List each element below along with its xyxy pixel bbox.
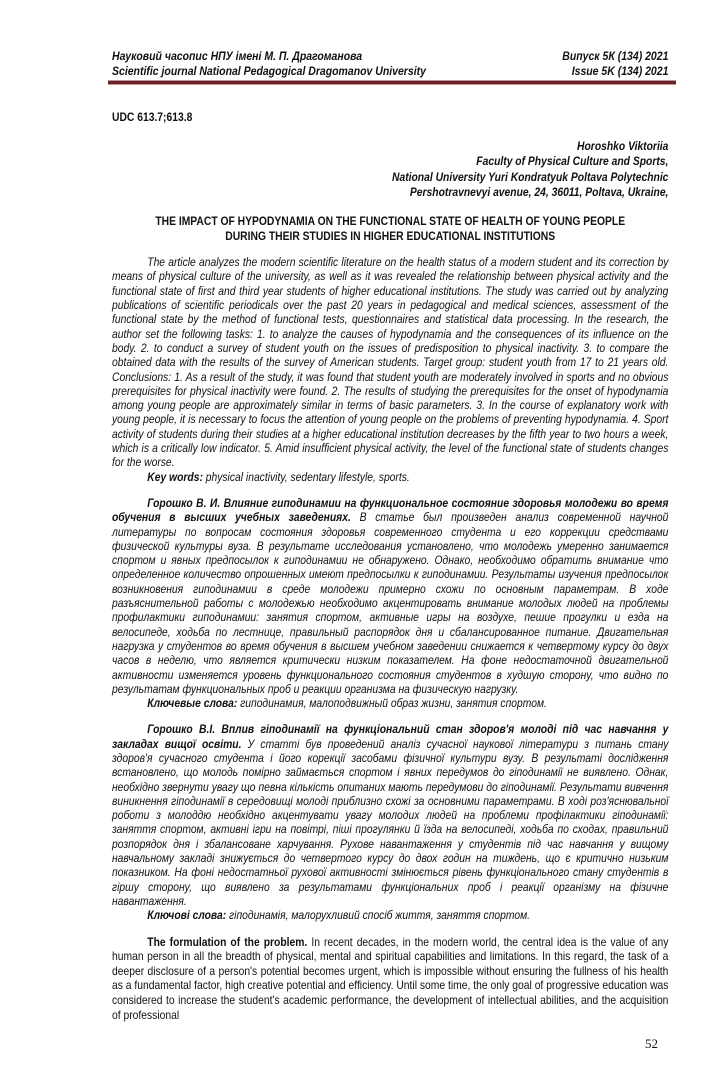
abstract-uk-text	[112, 722, 668, 908]
udc-block	[112, 110, 668, 125]
issue-uk: Випуск 5К (134) 2021	[562, 49, 669, 63]
journal-name-uk: Науковий часопис НПУ імені М. П. Драгоманова	[112, 49, 363, 63]
keywords-uk-label: Ключові слова:	[147, 908, 227, 923]
author-name: Horoshko Viktoriia	[577, 139, 669, 153]
abstract-uk-heading: Горошко В.І. Вплив гіподинамії на функціональний стан здоров'я молоді під час навчання у закладах вищої освіти.	[112, 722, 669, 751]
author-block	[112, 139, 668, 200]
issue-en: Issue 5K (134) 2021	[571, 64, 669, 78]
keywords-ru	[112, 696, 668, 710]
body-text: In recent decades, in the modern world, the central idea is the value of any human person in all the breadth of physical, mental and spiritual capabilities and limitations. In this regard, the task of a deeper disclosure of a person's potential becomes urgent, which is impossible without ensuring the fullness of his health as a fundamental factor, high creative potential and efficiency. Until some time, the only goal of progressive education was considered to increase the student's academic performance, the development of intellectual abilities, and the acquisition of professional	[112, 934, 669, 1022]
abstract-uk	[112, 722, 668, 922]
article-title: THE IMPACT OF HYPODYNAMIA ON THE FUNCTIONAL STATE OF HEALTH OF YOUNG PEOPLE DURING THEIR STUDIES IN HIGHER EDUCATIONAL INSTITUTIONS	[155, 214, 626, 243]
abstract-ru-text	[112, 496, 668, 696]
udc-code: UDC 613.7;613.8	[112, 110, 193, 124]
journal-name-en: Scientific journal National Pedagogical Dragomanov University	[112, 64, 426, 78]
author-university: National University Yuri Kondratyuk Poltava Polytechnic	[391, 169, 669, 184]
keywords-en-label: Key words:	[147, 469, 203, 484]
author-faculty: Faculty of Physical Culture and Sports,	[476, 154, 669, 169]
page-number: 52	[645, 1036, 658, 1052]
abstract-en	[112, 255, 668, 484]
abstract-uk-body: У статті був проведений аналіз сучасної наукової літератури з питань стану здоров'я сучасного студента і його корекції засобами фізичної культури вузу. В результаті дослідження встановлено, що молодь помірно займається спортом і явних передумов до гіподинамії не виявлено. Однак, необхідно звернути увагу що певна кількість опитаних мають передумови до гіподинамії. Результати вивчення виникнення гіподинамії в середовищі молоді приблизно схожі за основними параметрами. В ході роз'яснювальної роботи з молоддю необхідно акцентувати увагу молодих людей на проблеми профілактики гіподинамії: заняття спортом, активні ігри на повітрі, піші прогулянки й їзда на велосипеді, ходьба по сходах, правильний розпорядок дня і збалансоване харчування. Рухове навантаження у студентів під час навчання у вищому навчальному закладі знижується до четвертого курсу до двох годин на тиждень, що є критично низьким показником. На фоні недостатньої рухової активності змінюється рівень функціонального стану студентів в гіршу сторону, що виявлено за результатами функціональних проб і реакції організму на фізичне навантаження.	[112, 736, 669, 908]
abstract-ru-heading: Горошко В. И. Влияние гиподинамии на функциональное состояние здоровья молодежи во время обучения в высших учебных заведениях.	[112, 495, 669, 525]
keywords-ru-label: Ключевые слова:	[147, 696, 238, 711]
keywords-ru-values: гиподинамия, малоподвижный образ жизни, занятия спортом.	[237, 696, 547, 711]
page-content	[112, 0, 668, 1072]
author-address: Pershotravnevyi avenue, 24, 36011, Poltava, Ukraine,	[409, 184, 669, 199]
section-heading: The formulation of the problem.	[147, 934, 308, 949]
author-lines	[112, 139, 668, 200]
abstract-ru-body: В статье был произведен анализ современной научной литературы по вопросам состояния здоровья современного студента и его коррекции средствами физической культуры вуза. В результате исследования установлено, что молодежь умеренно занимается спортом и явных предпосылок к гиподинамии не обнаружено. Однако, необходимо обратить внимание что определенное количество опрошенных имеют предпосылки к гиподинамии. Результаты изучения предпосылок возникновения гиподинамии в среде молодежи примерно схожи по основным параметрам. В ходе разъяснительной работы с молодежью необходимо акцентировать внимание молодых людей на проблемы профилактики гиподинамии: занятия спортом, активные игры на воздухе, пешие прогулки и езда на велосипеде, ходьба по лестнице, правильный распорядок дня и сбалансированное питание. Двигательная нагрузка у студентов во время обучения в высшем учебном заведении снижается к четвертому курсу до двух часов в неделю, что является критически низким показателем. На фоне недостаточной двигательной активности изменяется уровень функционального состояния студентов в худшую сторону, что видно по результатам функциональных проб и реакции организма на физическую нагрузку.	[112, 510, 669, 696]
keywords-en-values: physical inactivity, sedentary lifestyle, sports.	[202, 469, 410, 484]
abstract-en-text: The article analyzes the modern scientific literature on the health status of a modern student and its correction by means of physical culture of the university, as well as it was revealed the relationship between physical activity and the functional state of first and third year students of higher educational institutions. The study was carried out by analyzing publications of scientific periodicals over the past 20 years in pedagogical and medical sciences, assessment of the functional state by the method of functional tests, questionnaires and statistical data processing. In the research, the author set the following tasks: 1. to analyze the causes of hypodynamia and the consequences of its influence on the body. 2. to conduct a survey of student youth on the issues of predisposition to physical inactivity. 3. to compare the obtained data with the results of the survey of American students. Target group: student youth from 17 to 21 years old. Conclusions: 1. As a result of the study, it was found that student youth are moderately involved in sports and no obvious prerequisites for physical inactivity were found. 2. The results of studying the prerequisites for the onset of hypodynamia among young people are approximately similar in terms of basic parameters. 3. In the course of explanatory work with young people, it is necessary to focus the attention of young people on the problems of preventing hypodynamia. 4. Sport activity of students during their studies at a higher educational institution decreases by the fifth year to two hours a week, which is a critically low indicator. 5. Amid insufficient physical activity, the level of the functional state of students changes for the worse.	[112, 255, 669, 470]
keywords-uk	[112, 908, 668, 922]
body-paragraph	[112, 935, 668, 1023]
keywords-en	[112, 470, 668, 484]
title-wrap	[112, 214, 668, 243]
abstract-ru	[112, 496, 668, 710]
body-section	[112, 935, 668, 1023]
keywords-uk-values: гіподинамія, малорухливий спосіб життя, заняття спортом.	[226, 908, 531, 923]
